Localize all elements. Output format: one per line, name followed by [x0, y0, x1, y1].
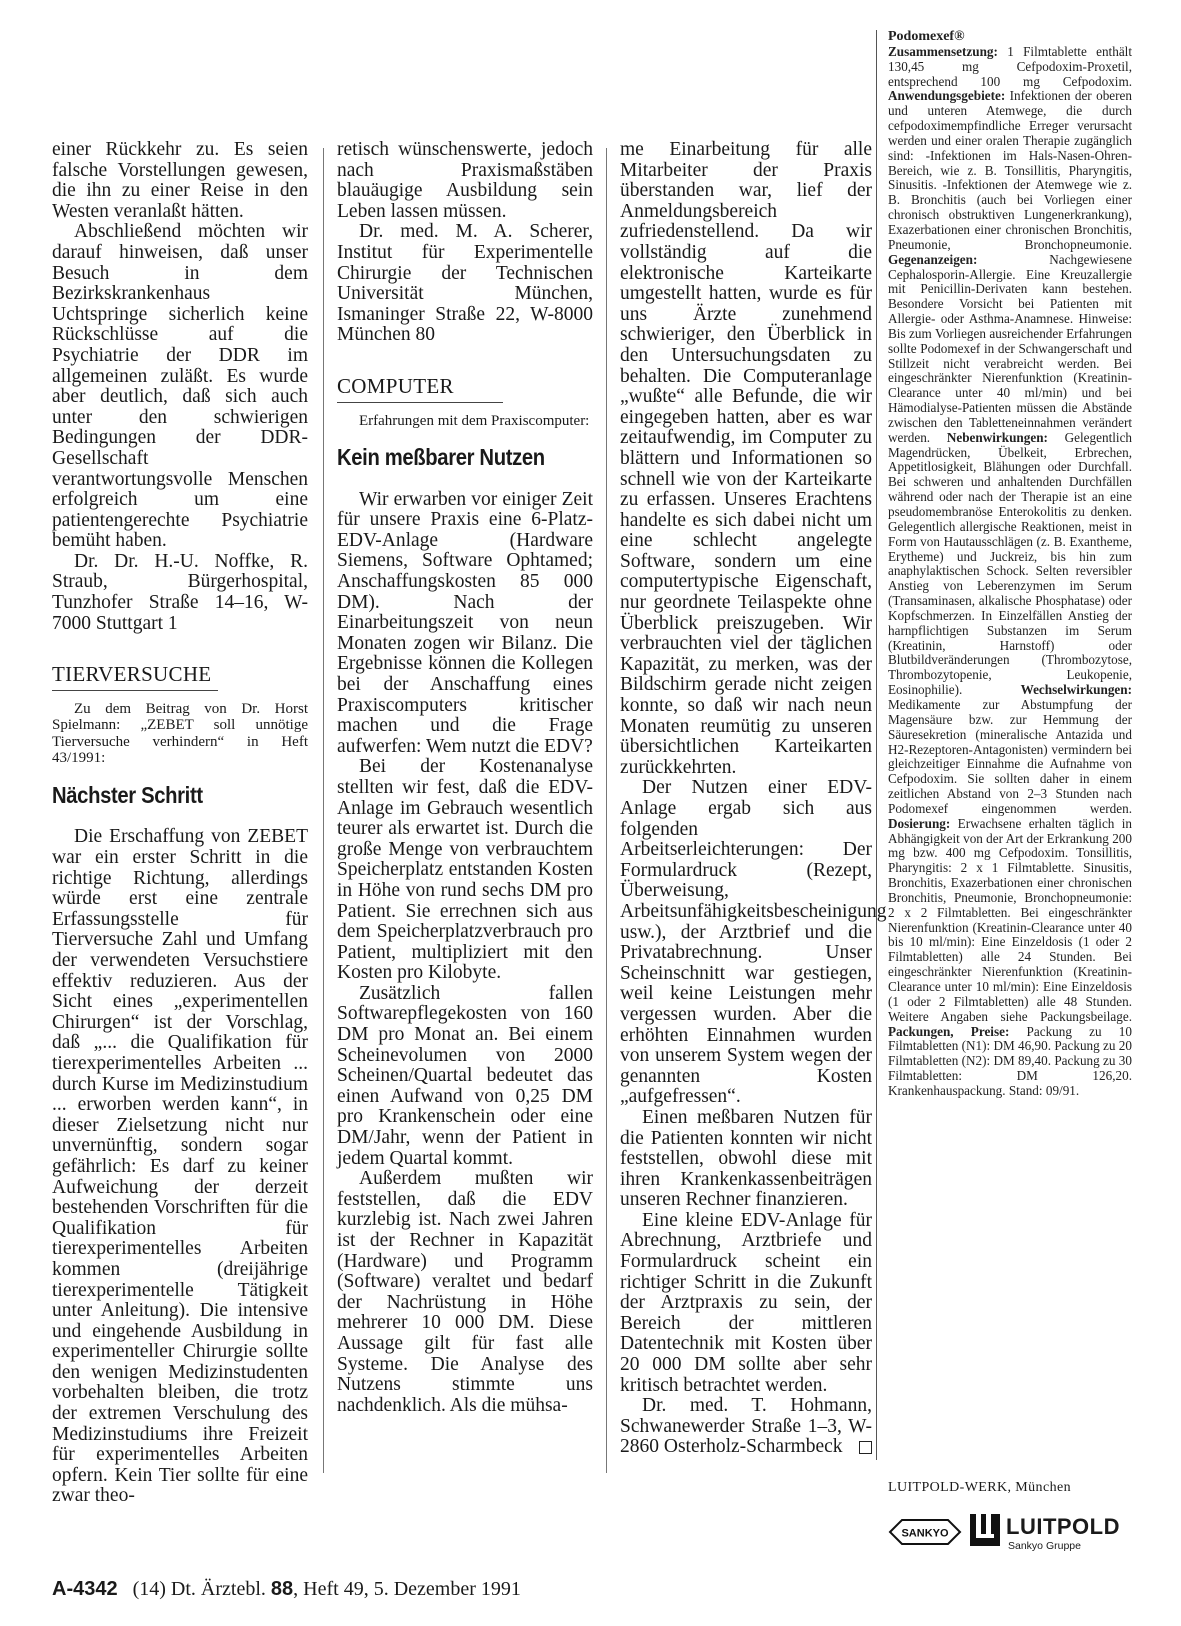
ad-text: Infektionen der oberen und unteren Atemwege, die durch cefpodoximempfindliche Erreger verursacht werden und einer oralen Therapie zugänglich sind: -Infektionen im Hals-Nasen-Ohren-Bereich, wie z. B. Tonsillitis, Pharyngitis, Sinusitis. -Infektionen der Atemwege wie z. B. Bronchitis (auch bei Vorliegen einer chronisch obstruktiven Lungenerkrankung), Exazerbationen einer chronischen Bronchitis, Pneumonie, Bronchopneumonie.: [888, 88, 1132, 252]
column-divider: [606, 148, 607, 1473]
body-paragraph: Die Erschaffung von ZEBET war ein erster Schritt in die richtige Richtung, allerdings würde erst eine zentrale Erfassungsstelle für Tierversuche Zahl und Umfang der verwendeten Versuchstiere effektiv reduzieren. Aus der Sicht eines „experimentellen Chirurgen“ ist der Vorschlag, daß „... die Qualifikation für tierexperimentelles Arbeiten ... durch Kurse im Medizinstudium ... erworben werden kann“, in dieser Zielsetzung nicht nur unvernünftig, sondern sogar gefährlich: Es darf zu keiner Aufweichung der derzeit bestehenden Vorschriften für die Qualifikation für tierexperimentelles Arbeiten kommen (dreijährige tierexperimentelle Tätigkeit unter Anleitung). Die intensive und eingehende Ausbildung in experimenteller Chirurgie sollte den wenigen Medizinstudenten vorbehalten bleiben, die trotz der extremen Verschulung des Medizinstudiums ihre Freizeit für experimentelles Arbeiten opfern. Kein Tier sollte für eine zwar theo-: [52, 826, 308, 1507]
ad-label: Dosierung:: [888, 815, 951, 831]
luitpold-logo-subtitle: Sankyo Gruppe: [1008, 1540, 1081, 1552]
body-paragraph: me Einarbeitung für alle Mitarbeiter der Praxis überstanden war, lief der Anmeldungsbereich zufriedenstellend. Da wir vollständig auf die elektronische Karteikarte umgestellt hatten, wurde es für uns Ärzte zunehmend schwieriger, den Überblick in den Untersuchungsdaten zu behalten. Die Computeranlage „wußte“ alle Befunde, die wir eingegeben hatten, aber es war zeitaufwendig, im Computer zu blättern und Informationen so schnell wie von der Karteikarte zu erfassen. Unseres Erachtens handelte es sich dabei nicht um eine schlecht angelegte Software, sondern um eine computertypische Eigenschaft, nur geordnete Teilaspekte ohne Überblick preiszugeben. Wir verbrauchten viel der täglichen Kapazität, zu merken, was der Bildschirm gerade nicht zeigen konnte, so daß wir nach neun Monaten reumütig zu unseren übersichtlichen Karteikarten zurückkehrten.: [620, 139, 872, 778]
body-paragraph: Bei der Kostenanalyse stellten wir fest, daß die EDV-Anlage im Gebrauch wesentlich teurer als erwartet ist. Durch die große Menge von verbrauchtem Speicherplatz entstanden Kosten in Höhe von rund sechs DM pro Patient. Sie errechnen sich aus dem Speicherplatzverbrauch pro Patient, multipliziert mit den Kosten pro Kilobyte.: [337, 756, 593, 984]
section-rule: [52, 690, 218, 691]
body-paragraph: Eine kleine EDV-Anlage für Abrechnung, Arztbriefe und Formulardruck scheint ein richtiger Schritt in die Zukunft der Arztpraxis zu sein, der Bereich der mittleren Datentechnik mit Kosten über 20 000 DM sollte aber sehr kritisch betrachtet werden.: [620, 1209, 872, 1396]
ad-text: Packung zu 10 Filmtabletten (N1): DM 46,90. Packung zu 20 Filmtabletten (N2): DM 89,40. Packung zu 30 Filmtabletten: DM 126,20. Krankenhauspackung. Stand: 09/91.: [888, 1023, 1132, 1098]
page-footer: [52, 1578, 521, 1601]
letter-intro: Zu dem Beitrag von Dr. Horst Spielmann: „ZEBET soll unnötige Tierversuche verhindern“ in Heft 43/1991:: [52, 700, 308, 767]
ad-label: Nebenwirkungen:: [946, 429, 1048, 445]
section-title: TIERVERSUCHE: [52, 662, 212, 687]
sankyo-logo-text: SANKYO: [901, 1527, 949, 1540]
body-paragraph: Außerdem mußten wir feststellen, daß die EDV kurzlebig ist. Nach zwei Jahren ist der Rechner in Kapazität (Hardware) und Programm (Software) veraltet und bedarf der Nachrüstung in Höhe mehrerer 10 000 DM. Diese Aussage gilt für fast alle Systeme. Die Analyse des Nutzens stimmte uns nachdenklich. Als die mühsa-: [337, 1168, 593, 1416]
ad-label: Wechselwirkungen:: [1020, 682, 1132, 698]
ad-divider: [876, 30, 877, 1460]
ad-text: Gelegentlich Magendrücken, Übelkeit, Erbrechen, Appetitlosigkeit, Blähungen oder Durchfall. Bei schweren und anhaltenden Durchfällen während oder nach der Therapie ist an eine pseudomembranöse Enterokolitis zu denken. Gelegentlich allergische Reaktionen, meist in Form von Hautausschlägen (z. B. Exantheme, Erytheme) und Juckreiz, bis hin zum anaphylaktischen Schock. Selten reversibler Anstieg von Leberenzymen im Serum (Transaminasen, alkalische Phosphatase) oder Kopfschmerzen. In Einzelfällen Anstieg der harnpflichtigen Substanzen im Serum (Kreatinin, Harnstoff) oder Blutbildveränderungen (Thrombozytose, Thrombozytopenie, Leukopenie, Eosinophilie).: [888, 429, 1133, 698]
letter-author: Dr. Dr. H.-U. Noffke, R. Straub, Bürgerhospital, Tunzhofer Straße 14–16, W-7000 Stuttgart 1: [52, 550, 308, 634]
ad-text: Nachgewiesene Cephalosporin-Allergie. Eine Kreuzallergie mit Penicillin-Derivaten kann bestehen. Besondere Vorsicht bei Patienten mit Allergie- oder Asthma-Anamnese. Hinweise: Bis zum Vorliegen ausreichender Erfahrungen sollte Podomexef in der Schwangerschaft und Stillzeit nicht verabreicht werden. Bei eingeschränkter Nierenfunktion (Kreatinin-Clearance unter 40 ml/min) und bei Hämodialyse-Patienten müssen die Abstände zwischen den Tabletteneinnahmen verändert werden.: [888, 251, 1132, 445]
ad-company: LUITPOLD-WERK, München: [888, 1480, 1071, 1495]
drug-name: Podomexef®: [888, 29, 965, 44]
letter-headline: Kein meßbarer Nutzen: [337, 444, 545, 471]
letter-author: Dr. med. M. A. Scherer, Institut für Experimentelle Chirurgie der Technischen Universität München, Ismaninger Straße 22, W-8000 München 80: [337, 221, 593, 346]
body-paragraph: Zusätzlich fallen Softwarepflegekosten von 160 DM pro Monat an. Bei einem Scheinevolumen von 2000 Scheinen/Quartal bedeutet das einen Aufwand von 0,25 DM pro Krankenschein oder eine DM/Jahr, wenn der Patient in jedem Quartal kommt.: [337, 982, 593, 1169]
letter-intro: Erfahrungen mit dem Praxiscomputer:: [359, 412, 590, 429]
body-paragraph: Einen meßbaren Nutzen für die Patienten konnten wir nicht feststellen, obwohl diese mit ihren Krankenkassenbeiträgen unseren Rechner finanzieren.: [620, 1106, 872, 1211]
column-divider: [323, 148, 324, 1473]
journal-issue: , Heft 49, 5. Dezember 1991: [293, 1578, 521, 1600]
drug-info-ad: [888, 30, 1132, 1099]
body-paragraph: Der Nutzen einer EDV-Anlage ergab sich aus folgenden Arbeitserleichterungen: Der Formulardruck (Rezept, Überweisung, Arbeitsunfähigkeitsbescheinigung usw.), der Arztbrief und die Privatabrechnung. Unser Scheinschnitt war gestiegen, weil keine Leistungen mehr vergessen wurden. Aber die erhöhten Einnahmen wurden von unserem System wegen der genannten Kosten „aufgefressen“.: [620, 777, 887, 1108]
ad-logos: [888, 1510, 1138, 1554]
luitpold-logo-text: LUITPOLD: [1006, 1514, 1120, 1539]
ad-text: 1 Filmtablette enthält 130,45 mg Cefpodoxim-Proxetil, entsprechend 100 mg Cefpodoxim.: [888, 43, 1132, 89]
journal-volume: 88: [270, 1578, 294, 1600]
column-3: [620, 139, 887, 1458]
ad-label: Zusammensetzung:: [888, 43, 998, 59]
journal-ref: (14) Dt. Ärztebl.: [132, 1578, 266, 1600]
column-1: [52, 140, 308, 1507]
page-number: A-4342: [52, 1578, 118, 1600]
body-paragraph: retisch wünschenswerte, jedoch nach Praxismaßstäben blauäugige Ausbildung sein Leben lassen müssen.: [337, 139, 593, 222]
body-paragraph: Wir erwarben vor einiger Zeit für unsere Praxis eine 6-Platz-EDV-Anlage (Hardware Siemens, Software Ophtamed; Anschaffungskosten 85 000 DM). Nach der Einarbeitungszeit von neun Monaten zogen wir Bilanz. Die Ergebnisse können die Kollegen bei der Anschaffung eines Praxiscomputers kritischer machen und die Frage aufwerfen: Wem nutzt die EDV?: [337, 488, 593, 757]
body-paragraph: Abschließend möchten wir darauf hinweisen, daß unser Besuch in dem Bezirkskrankenhaus Uchtspringe sicherlich keine Rückschlüsse auf die Psychiatrie der DDR im allgemeinen zuläßt. Es wurde aber deutlich, daß sich auch unter den schwierigen Bedingungen der DDR-Gesellschaft verantwortungsvolle Menschen erfolgreich um eine patientengerechte Psychiatrie bemüht haben.: [52, 221, 308, 552]
ad-text: Medikamente zur Abstumpfung der Magensäure bzw. zur Hemmung der Säuresekretion (mineralische Antazida und H2-Rezeptoren-Antagonisten) vermindern bei gleichzeitiger Einnahme die Aufnahme von Cefpodoxim. Sie sollten daher in einem zeitlichen Abstand von 2–3 Stunden nach Podomexef eingenommen werden.: [888, 696, 1132, 816]
body-paragraph: einer Rückkehr zu. Es seien falsche Vorstellungen gewesen, die ihn zu einer Reise in den Westen veranlaßt hätten.: [52, 139, 308, 222]
ad-label: Gegenanzeigen:: [888, 251, 978, 267]
section-rule: [337, 402, 503, 403]
letter-headline: Nächster Schritt: [52, 781, 203, 808]
ad-label: Packungen, Preise:: [888, 1023, 1010, 1039]
column-2: [337, 140, 593, 1416]
letter-author: [620, 1396, 872, 1458]
letter-author-text: Dr. med. T. Hohmann, Schwanewerder Straße 1–3, W-2860 Osterholz-Scharmbeck: [620, 1395, 872, 1458]
ad-text: Erwachsene erhalten täglich in Abhängigkeit von der Art der Erkrankung 200 mg bzw. 400 mg Cefpodoxim. Tonsillitis, Pharyngitis: 2 x 1 Filmtablette. Sinusitis, Bronchitis, Exazerbationen einer chronischen Bronchitis, Pneumonie, Bronchopneumonie: 2 x 2 Filmtabletten. Bei eingeschränkter Nierenfunktion (Kreatinin-Clearance unter 40 bis 10 ml/min): Eine Einzeldosis (1 oder 2 Filmtabletten) alle 24 Stunden. Bei eingeschränkter Nierenfunktion (Kreatinin-Clearance unter 10 ml/min): Eine Einzeldosis (1 oder 2 Filmtabletten) alle 48 Stunden. Weitere Angaben siehe Packungsbeilage.: [888, 815, 1132, 1024]
section-title: COMPUTER: [337, 373, 454, 398]
ad-label: Anwendungsgebiete:: [888, 88, 1006, 104]
end-mark-icon: [859, 1441, 872, 1454]
